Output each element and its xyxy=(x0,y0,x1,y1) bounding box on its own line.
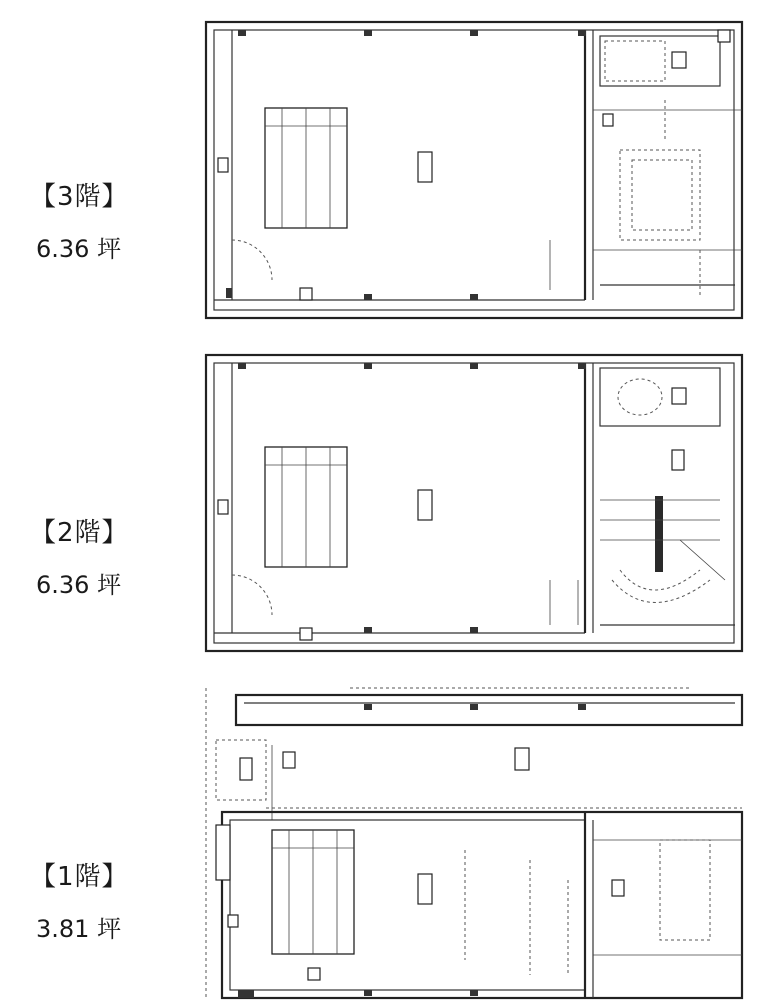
floor-1-name: 【1階】 xyxy=(30,862,129,892)
floor-2-plan xyxy=(206,355,742,651)
floor-3-name: 【3階】 xyxy=(30,182,129,212)
floor-1-area: 3.81 坪 xyxy=(36,915,122,943)
floor-2-area: 6.36 坪 xyxy=(36,571,122,599)
floor-1-plan xyxy=(206,688,742,1000)
floor-3-plan xyxy=(206,22,742,318)
floor-3-area: 6.36 坪 xyxy=(36,235,122,263)
floor-2-name: 【2階】 xyxy=(30,518,129,548)
